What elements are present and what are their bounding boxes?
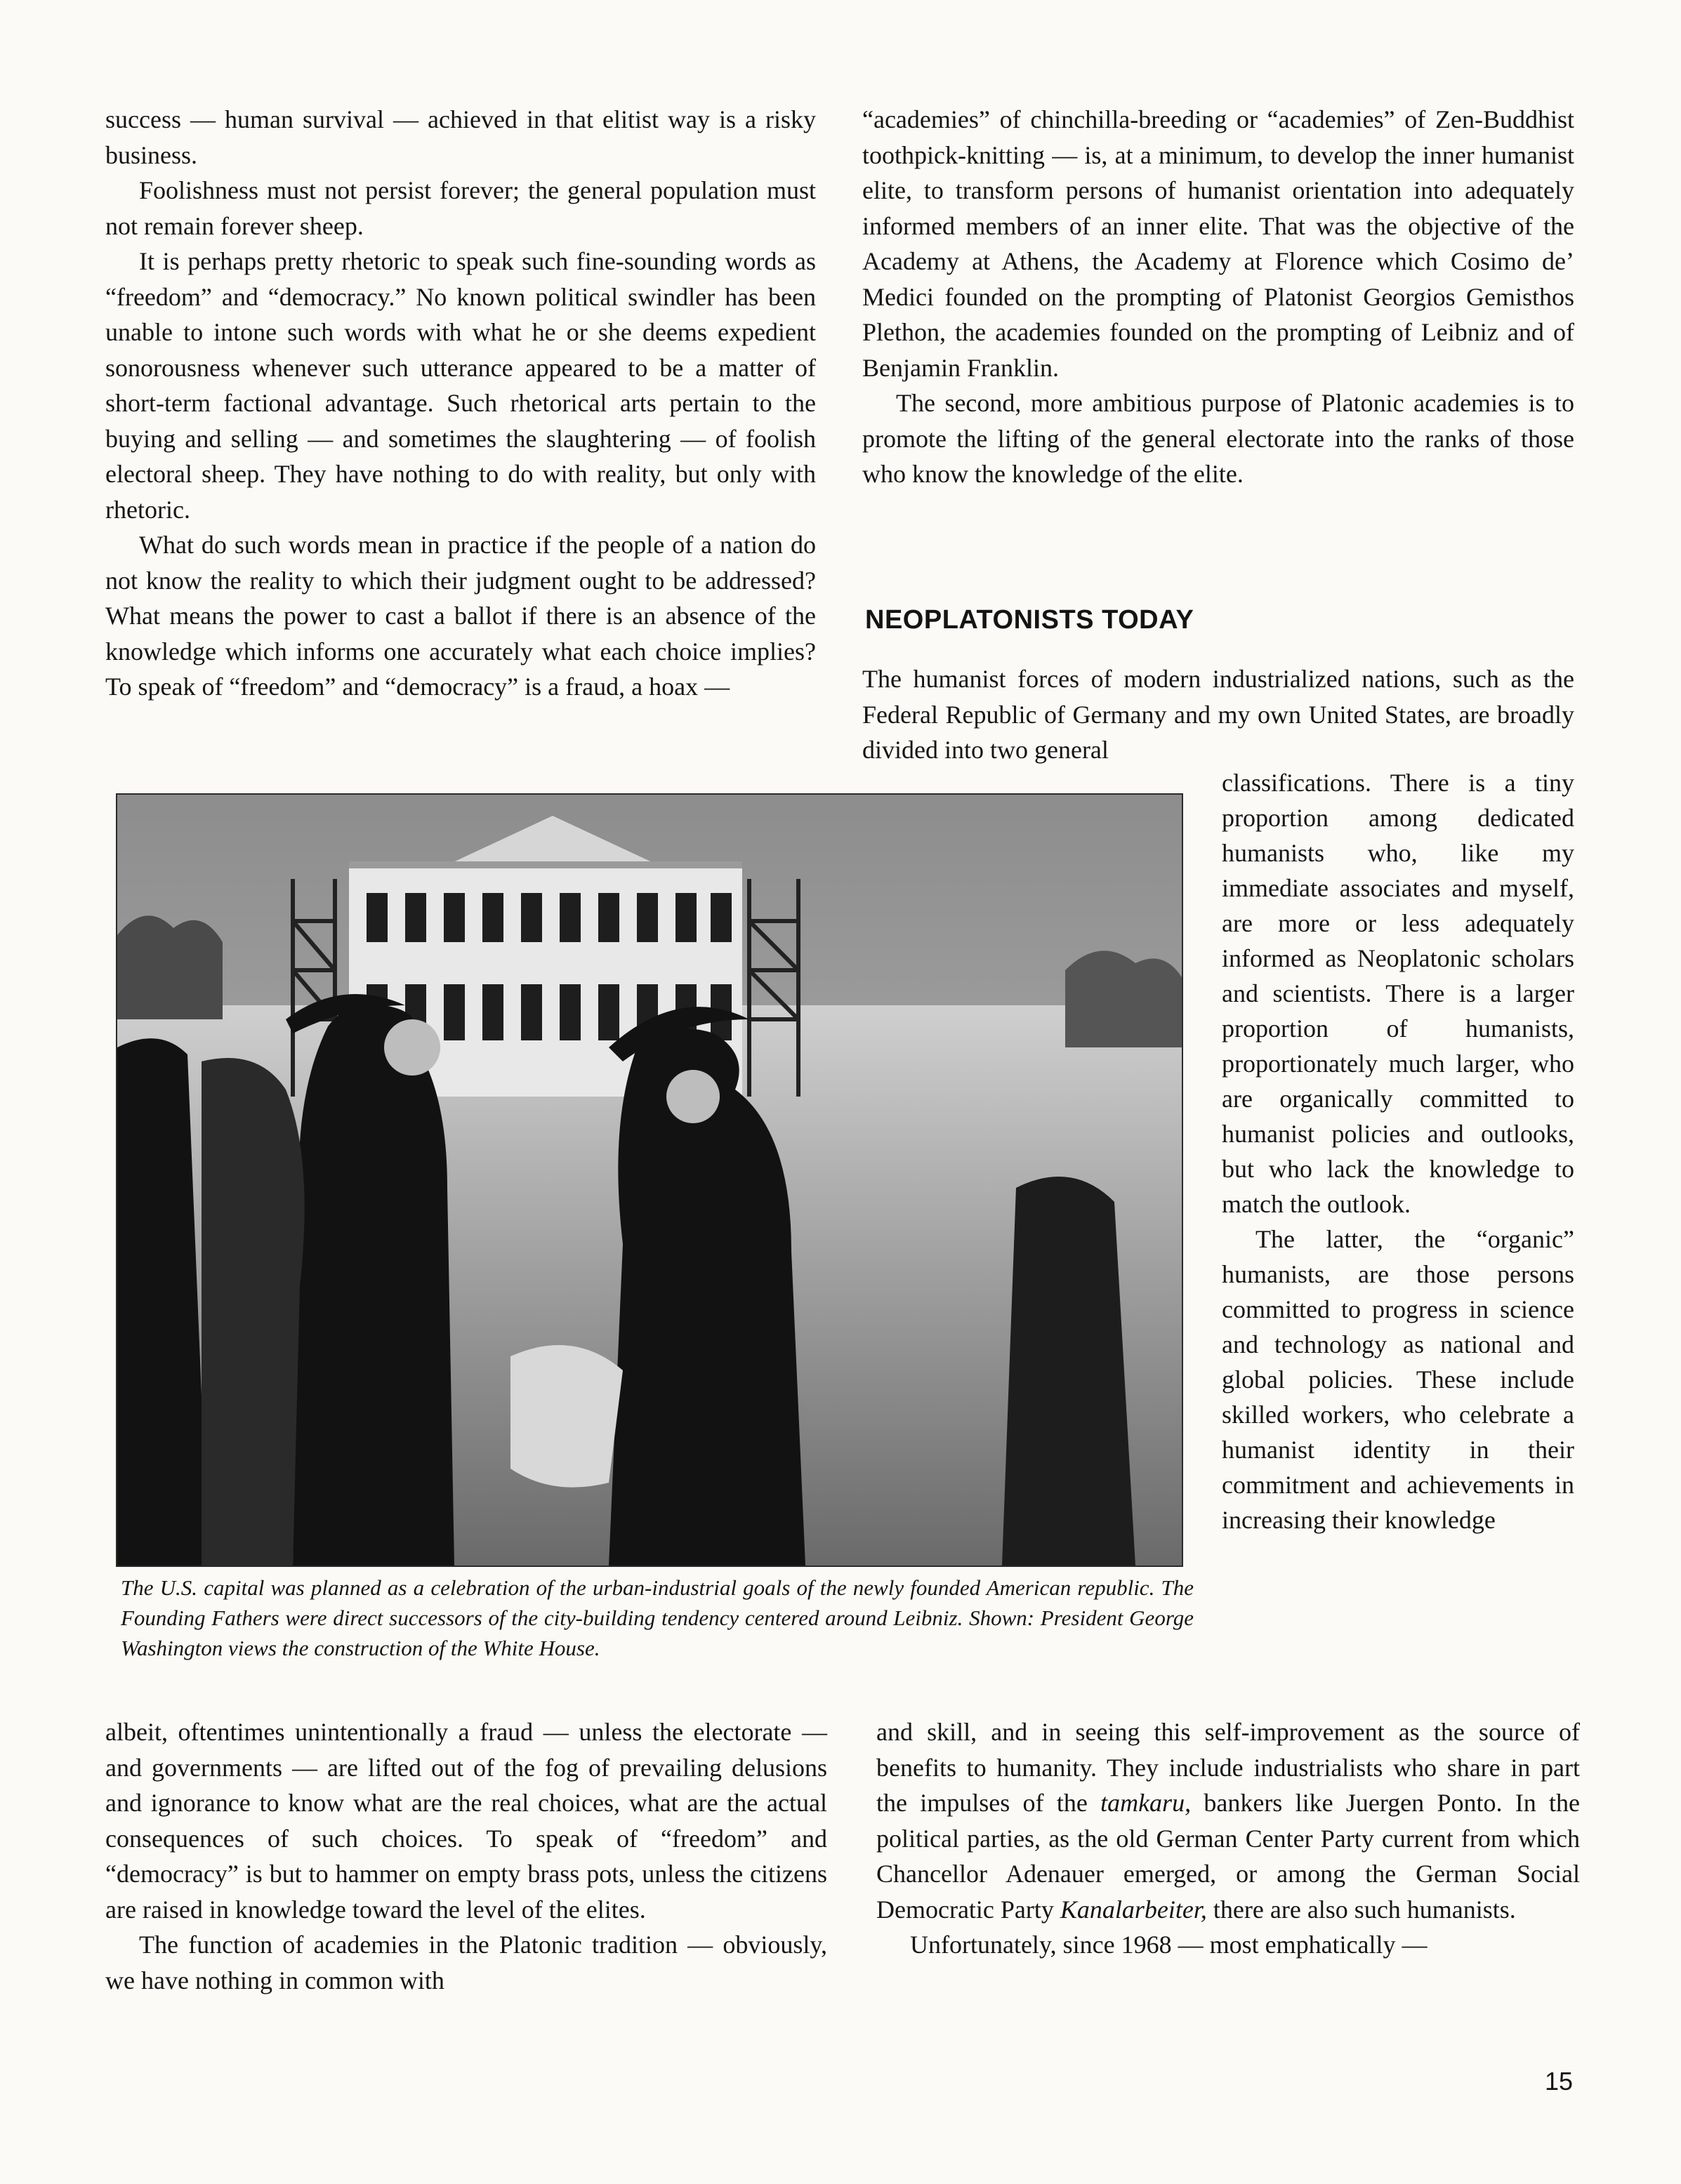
emphasis-term: tamkaru, <box>1100 1789 1192 1817</box>
right-column-bottom <box>876 1714 1580 1963</box>
page-number: 15 <box>1545 2067 1574 2096</box>
paragraph: classifications. There is a tiny proportion among dedicated humanists who, like my immediate associates and myself, are more or less adequately informed as Neoplatonic scholars and scientists. There is a larger proportion of humanists, proportionately much larger, who are organically committed to humanist policies and outlooks, but who lack the knowledge to match the outlook. <box>1222 769 1574 1218</box>
left-column-top <box>105 102 816 705</box>
paragraph: success — human survival — achieved in that elitist way is a risky business. <box>105 105 816 169</box>
paragraph: Unfortunately, since 1968 — most emphatically — <box>910 1931 1428 1959</box>
paragraph: The function of academies in the Platonic tradition — obviously, we have nothing in common with <box>105 1931 827 1994</box>
paragraph: “academies” of chinchilla-breeding or “academies” of Zen-Buddhist toothpick-knitting — is, at a minimum, to develop the inner humanist elite, to transform persons of humanist orientation into adequately informed members of an inner elite. That was the objective of the Academy at Athens, the Academy at Florence which Cosimo de’ Medici founded on the prompting of Platonist Georgios Gemisthos Plethon, the academies founded on the prompting of Leibniz and of Benjamin Franklin. <box>862 105 1574 382</box>
right-column-top <box>862 102 1574 492</box>
narrow-column <box>1222 765 1574 1537</box>
paragraph: The second, more ambitious purpose of Platonic academies is to promote the lifting of the general electorate into the ranks of those who know the knowledge of the elite. <box>862 389 1574 488</box>
emphasis-term: Kanalarbeiter, <box>1060 1895 1207 1924</box>
text-run: bankers like Juergen Ponto. In the political parties, as the old German Center Party current from which Chancellor Adenauer emerged, or among the German Social Democratic Party <box>876 1789 1580 1924</box>
section-heading: NEOPLATONISTS TODAY <box>865 605 1194 635</box>
paragraph: What do such words mean in practice if the people of a nation do not know the reality to which their judgment ought to be addressed? What means the power to cast a ballot if there is an absence of the knowledge which informs one accurately what each choice implies? To speak of “freedom” and “democracy” is a fraud, a hoax — <box>105 531 816 701</box>
left-column-bottom <box>105 1714 827 1998</box>
photo-caption: The U.S. capital was planned as a celebration of the urban-industrial goals of the newly founded American republic. The Founding Fathers were direct successors of the city-building tendency centered around Leibniz. Shown: President George Washington views the construction of the White House. <box>121 1575 1194 1660</box>
text-run: there are also such humanists. <box>1206 1895 1516 1924</box>
paragraph: Foolishness must not persist forever; the general population must not remain forever sheep. <box>105 176 816 240</box>
white-house-painting <box>116 793 1183 1567</box>
text-run: and skill, and in seeing this self-improvement as the source of benefits to humanity. They include industrialists who share in part the impulses of the <box>876 1718 1580 1817</box>
paragraph: It is perhaps pretty rhetoric to speak such fine-sounding words as “freedom” and “democracy.” No known political swindler has been unable to intone such words with what he or she deems expedient sonorousness whenever such utterance appeared to be a matter of short-term factional advantage. Such rhetorical arts pertain to the buying and selling — and sometimes the slaughtering — of foolish electoral sheep. They have nothing to do with reality, but only with rhetoric. <box>105 247 816 524</box>
paragraph: The humanist forces of modern industrialized nations, such as the Federal Republic of Germany and my own United States, are broadly divided into two general <box>862 665 1574 764</box>
right-column-intro <box>862 661 1574 768</box>
paragraph <box>876 1714 1580 1927</box>
paragraph: albeit, oftentimes unintentionally a fraud — unless the electorate — and governments — are lifted out of the fog of prevailing delusions and ignorance to know what are the real choices, what are the actual consequences of such choices. To speak of “freedom” and “democracy” is but to hammer on empty brass pots, unless the citizens are raised in knowledge toward the level of the elites. <box>105 1718 827 1924</box>
paragraph: The latter, the “organic” humanists, are those persons committed to progress in science and technology as national and global policies. These include skilled workers, who celebrate a humanist identity in their commitment and achievements in increasing their knowledge <box>1222 1225 1574 1534</box>
